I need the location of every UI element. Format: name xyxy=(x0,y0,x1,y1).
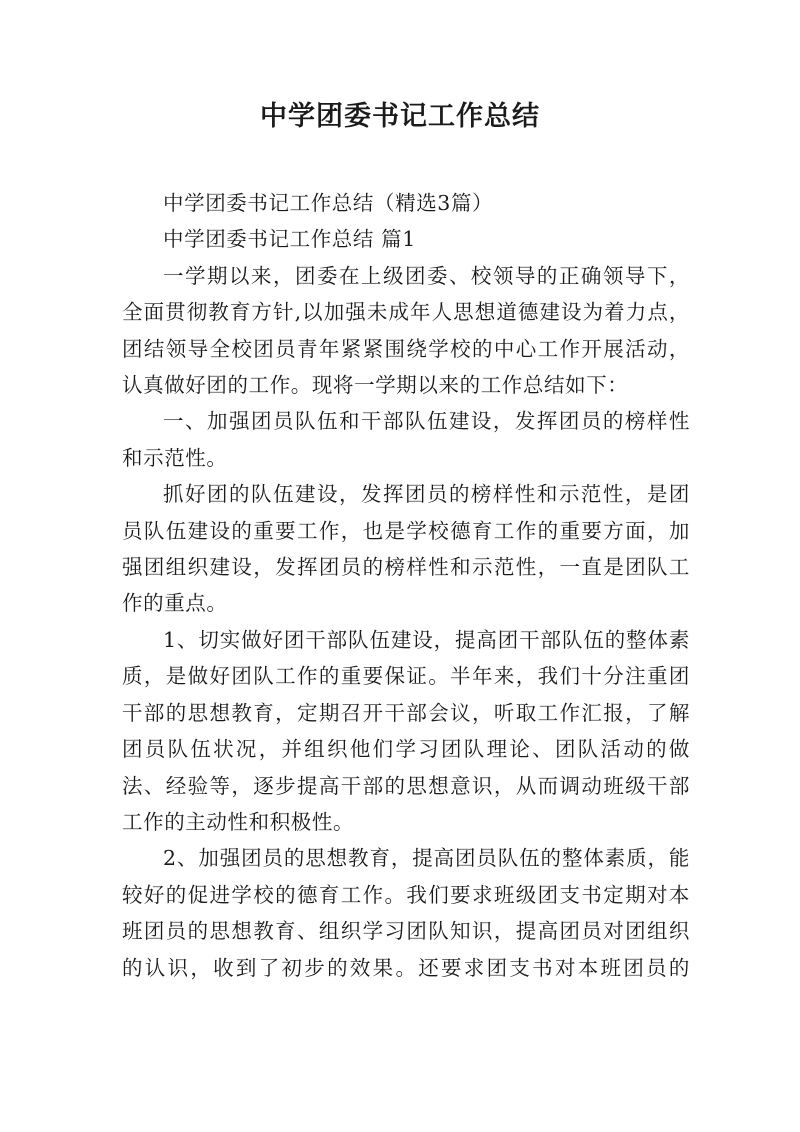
document-body xyxy=(122,185,690,986)
subtitle-paragraph: 中学团委书记工作总结（精选3篇） xyxy=(163,191,494,215)
body-paragraph: 一学期以来，团委在上级团委、校领导的正确领导下，全面贯彻教育方针,以加强未成年人思想道德建设为着力点，团结领导全校团员青年紧紧围绕学校的中心工作开展活动，认真做好团的工作。现将一学期以来的工作总结如下： xyxy=(122,263,690,398)
document-title: 中学团委书记工作总结 xyxy=(260,101,540,132)
body-paragraph: 抓好团的队伍建设，发挥团员的榜样性和示范性，是团员队伍建设的重要工作，也是学校德育工作的重要方面，加强团组织建设，发挥团员的榜样性和示范性，一直是团队工作的重点。 xyxy=(122,482,690,616)
section-heading: 中学团委书记工作总结 篇1 xyxy=(163,227,416,252)
body-paragraph: 2、加强团员的思想教育，提高团员队伍的整体素质，能较好的促进学校的德育工作。我们要求班级团支书定期对本班团员的思想教育、组织学习团队知识，提高团员对团组织的认识，收到了初步的效果。还要求团支书对本班团员的 xyxy=(122,846,690,980)
body-paragraph: 1、切实做好团干部队伍建设，提高团干部队伍的整体素质，是做好团队工作的重要保证。半年来，我们十分注重团干部的思想教育，定期召开干部会议，听取工作汇报，了解团员队伍状况，并组织他们学习团队理论、团队活动的做法、经验等，逐步提高干部的思想意识，从而调动班级干部工作的主动性和积极性。 xyxy=(122,627,690,834)
body-paragraph: 一、加强团员队伍和干部队伍建设，发挥团员的榜样性和示范性。 xyxy=(122,409,690,470)
